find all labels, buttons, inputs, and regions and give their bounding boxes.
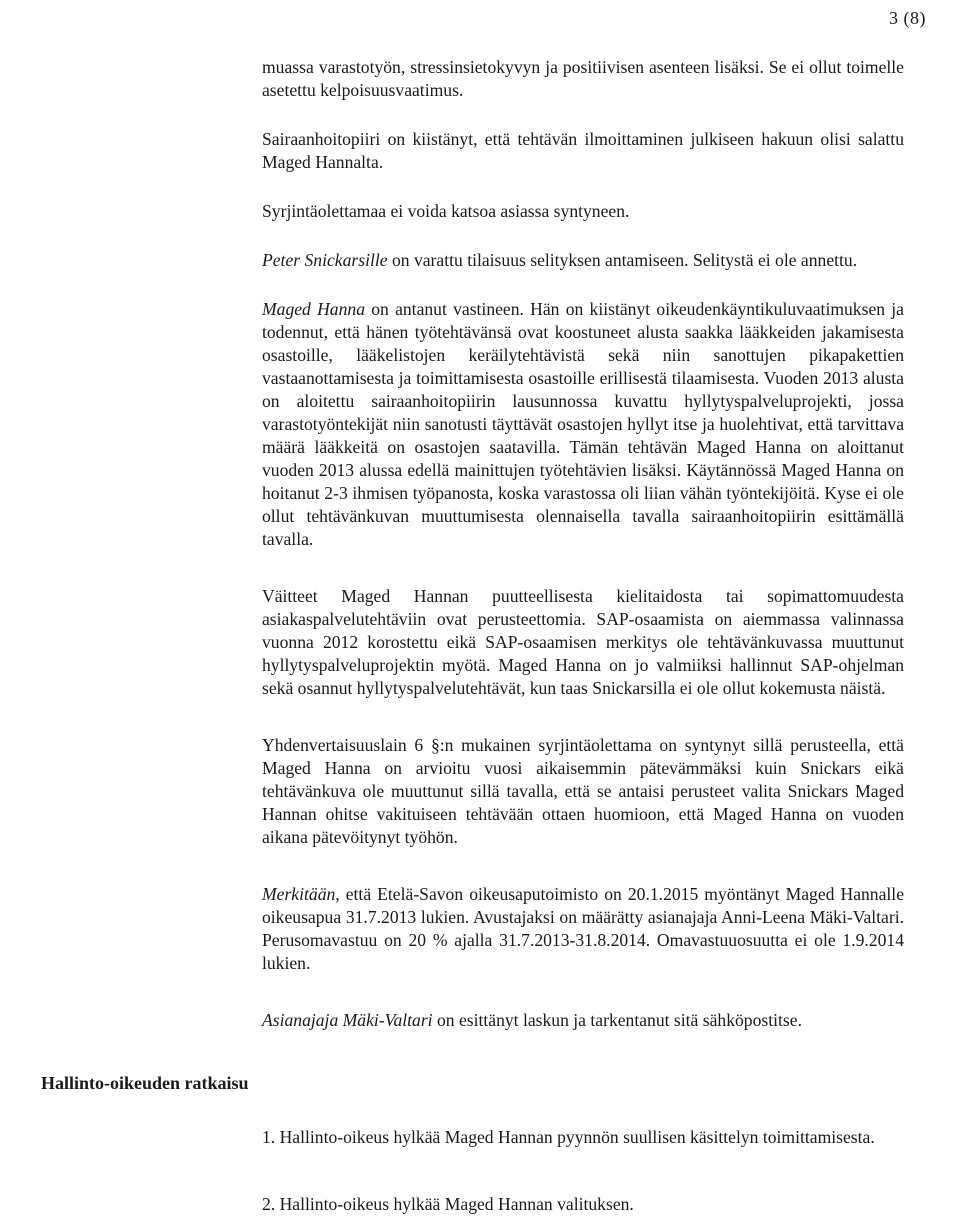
paragraph-4	[262, 249, 904, 272]
party-name-hanna: Maged Hanna	[262, 299, 365, 319]
decision-item-1: 1. Hallinto-oikeus hylkää Maged Hannan pyynnön suullisen käsittelyn toimittamisesta.	[262, 1127, 875, 1147]
paragraph-9-text: on esittänyt laskun ja tarkentanut sitä sähköpostitse.	[432, 1010, 802, 1030]
paragraph-5	[262, 298, 904, 551]
attorney-name: Asianajaja Mäki-Valtari	[262, 1010, 433, 1030]
paragraph-3: Syrjintäolettamaa ei voida katsoa asiassa syntyneen.	[262, 201, 630, 221]
page-number: 3 (8)	[889, 8, 926, 28]
paragraph-1: muassa varastotyön, stressinsietokyvyn ja positiivisen asenteen lisäksi. Se ei ollut toimelle asetettu kelpoisuusvaatimus.	[262, 57, 904, 100]
document-body	[262, 56, 904, 1032]
paragraph-5-text: on antanut vastineen. Hän on kiistänyt oikeudenkäyntikuluvaatimuksen ja todennut, että hänen työtehtävänsä ovat koostuneet alusta saakka lääkkeiden jakamisesta osastoille, lääkelistojen keräilytehtävistä sekä niin sanottujen pikapakettien vastaanottamisesta ja toimittamisesta osastoille erillisestä tilaamisesta. Vuoden 2013 alusta on aloitettu sairaanhoitopiirin lausunnossa kuvattu hyllytyspalveluprojekti, jossa varastotyöntekijät niin sanotusti täyttävät osastojen hyllyt itse ja huolehtivat, että tarvittava määrä lääkkeitä on osastojen saatavilla. Tämän tehtävän Maged Hanna on aloittanut vuoden 2013 alussa edellä mainittujen työtehtävien lisäksi. Käytännössä Maged Hanna on hoitanut 2-3 ihmisen työpanosta, koska varastossa oli liian vähän työntekijöitä. Kyse ei ole ollut tehtävänkuvan muuttumisesta olennaisella tavalla sairaanhoitopiirin esittämällä tavalla.	[262, 299, 904, 549]
paragraph-6: Väitteet Maged Hannan puutteellisesta kielitaidosta tai sopimattomuudesta asiakaspalvelutehtäviin ovat perusteettomia. SAP-osaamista on aiemmassa valinnassa vuonna 2012 korostettu eikä SAP-osaamisen merkitys ole tehtävänkuvassa muuttunut hyllytyspalveluprojektin myötä. Maged Hanna on jo valmiiksi hallinnut SAP-ohjelman sekä osannut hyllytyspalvelutehtävät, kun taas Snickarsilla ei ole ollut kokemusta näistä.	[262, 586, 904, 698]
paragraph-2: Sairaanhoitopiiri on kiistänyt, että tehtävän ilmoittaminen julkiseen hakuun olisi salattu Maged Hannalta.	[262, 129, 904, 172]
paragraph-8-text: , että Etelä-Savon oikeusaputoimisto on 20.1.2015 myöntänyt Maged Hannalle oikeusapua 31.7.2013 lukien. Avustajaksi on määrätty asianajaja Anni-Leena Mäki-Valtari. Perusomavastuu on 20 % ajalla 31.7.2013-31.8.2014. Omavastuuosuutta ei ole 1.9.2014 lukien.	[262, 884, 904, 973]
paragraph-8	[262, 883, 904, 975]
paragraph-4-text: on varattu tilaisuus selityksen antamiseen. Selitystä ei ole annettu.	[387, 250, 858, 270]
note-lead: Merkitään	[262, 884, 336, 904]
paragraph-9	[262, 1009, 904, 1032]
decision-heading: Hallinto-oikeuden ratkaisu	[41, 1073, 249, 1093]
party-name-snickars: Peter Snickarsille	[262, 250, 388, 270]
paragraph-7: Yhdenvertaisuuslain 6 §:n mukainen syrjintäolettama on syntynyt sillä perusteella, että Maged Hanna on arvioitu vuosi aikaisemmin pätevämmäksi kuin Snickars eikä tehtävänkuva ole muuttunut sillä tavalla, että se antaisi perusteet valita Snickars Maged Hannan ohitse vakituiseen tehtävään ottaen huomioon, että Maged Hanna on vuoden aikana pätevöitynyt työhön.	[262, 735, 904, 847]
decision-item-2: 2. Hallinto-oikeus hylkää Maged Hannan valituksen.	[262, 1194, 634, 1214]
